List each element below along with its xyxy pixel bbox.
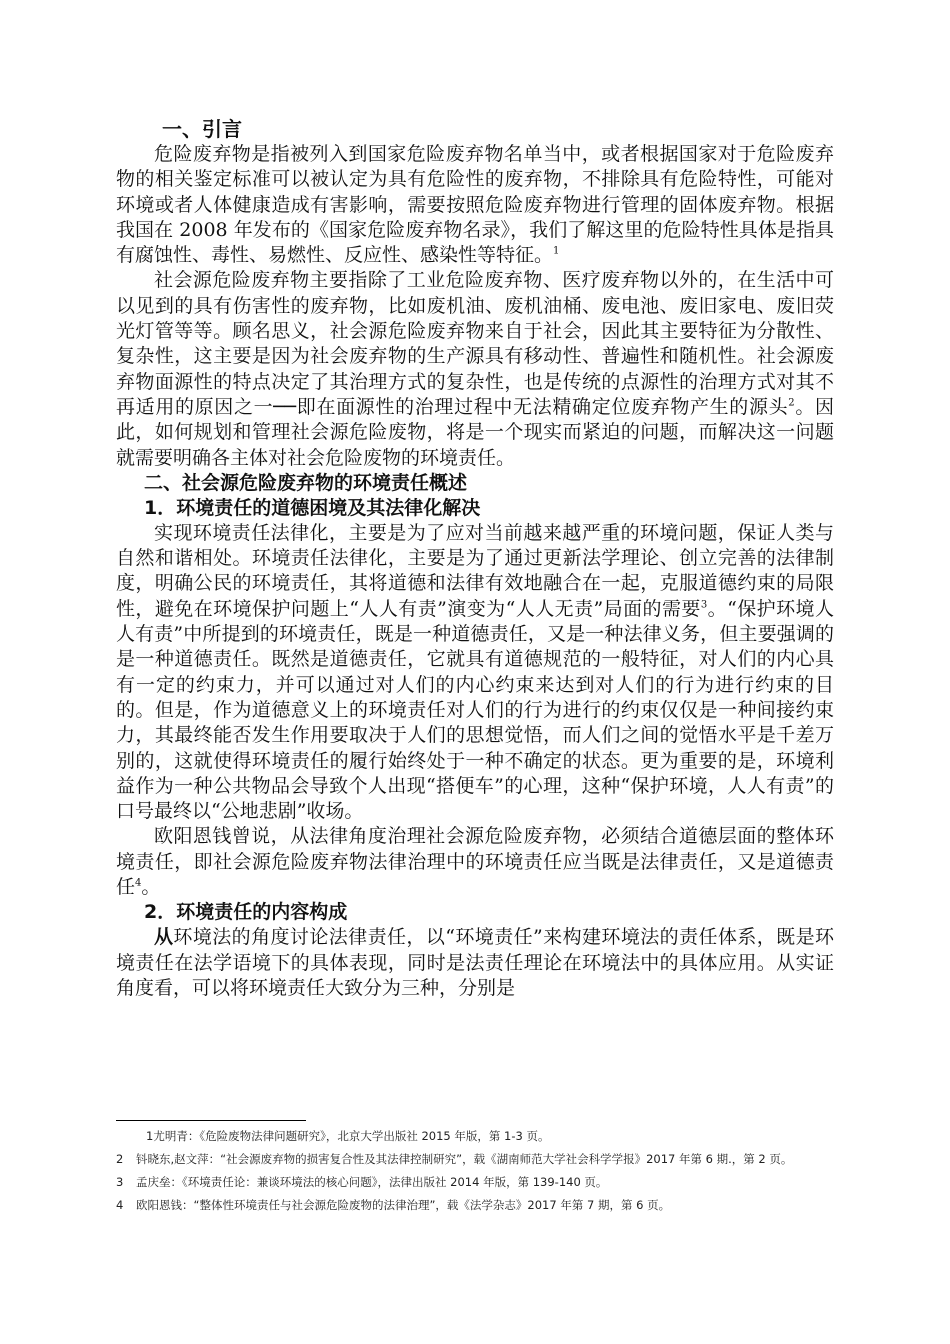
subsection-heading-content: 2．环境责任的内容构成 [144,901,348,924]
paragraph-ouyang-quote: 欧阳恩钱曾说，从法律角度治理社会源危险废弃物，必须结合道德层面的整体环境责任，即社会源危险废弃物法律治理中的环境责任应当既是法律责任，又是道德责任$^4$。 [116,825,834,899]
footnote-divider [116,1120,306,1121]
section-heading-intro: 一、引言 [162,117,242,141]
footnote-ref-1[interactable]: 1 [553,245,560,257]
footnotes [116,1128,834,1220]
footnote-ref-2[interactable]: 2 [788,397,795,409]
document-body [116,116,834,1001]
section-heading-responsibility: 二、社会源危险废弃物的环境责任概述 [144,471,468,494]
footnote-3: 3 孟庆垒：《环境责任论：兼谈环境法的核心问题》，法律出版社 2014 年版，第 139-140 页。 [116,1175,608,1189]
paragraph-legalization: 实现环境责任法律化，主要是为了应对当前越来越严重的环境问题，保证人类与自然和谐相处。环境责任法律化，主要是为了通过更新法学理论、创立完善的法律制度，明确公民的环境责任，其将道德和法律有效地融合在一起，克服道德约束的局限性，避免在环境保护问题上“人人有责”演变为“人人无责”局面的需要$^3$。“保护环境人人有责”中所提到的环境责任，既是一种道德责任，又是一种法律义务，但主要强调的是一种道德责任。既然是道德责任，它就具有道德规范的一般特征，对人们的内心具有一定的约束力，并可以通过对人们的内心约束来达到对人们的行为进行约束的目的。但是，作为道德意义上的环境责任对人们的行为进行的约束仅仅是一种间接约束力，其最终能否发生作用要取决于人们的思想觉悟，而人们之间的觉悟水平是千差万别的，这就使得环境责任的履行始终处于一种不确定的状态。更为重要的是，环境利益作为一种公共物品会导致个人出现“搭便车”的心理，这种“保护环境，人人有责”的口号最终以“公地悲剧”收场。 [116,521,834,823]
footnote-ref-4[interactable]: 4 [135,877,142,889]
paragraph-social-source-waste: 社会源危险废弃物主要指除了工业危险废弃物、医疗废弃物以外的，在生活中可以见到的具有伤害性的废弃物，比如废机油、废机油桶、废电池、废旧家电、废旧荧光灯管等等。顾名思义，社会源危险废弃物来自于社会，因此其主要特征为分散性、复杂性，这主要是因为社会废弃物的生产源具有移动性、普遍性和随机性。社会源废弃物面源性的特点决定了其治理方式的复杂性，也是传统的点源性的治理方式对其不再适用的原因之一──即在面源性的治理过程中无法精确定位废弃物产生的源头$^2$。因此，如何规划和管理社会源危险废物，将是一个现实而紧迫的问题，而解决这一问题就需要明确各主体对社会危险废物的环境责任。 [116,269,834,469]
footnote-4: 4 欧阳恩钱：“整体性环境责任与社会源危险废物的法律治理”，载《法学杂志》2017 年第 7 期，第 6 页。 [116,1198,671,1212]
footnote-ref-3[interactable]: 3 [700,599,708,611]
subsection-heading-moral-dilemma: 1．环境责任的道德困境及其法律化解决 [144,496,481,519]
paragraph-environmental-law: 从环境法的角度讨论法律责任，以“环境责任”来构建环境法的责任体系，既是环境责任在法学语境下的具体表现，同时是法责任理论在环境法中的具体应用。从实证角度看，可以将环境责任大致分为三种，分别是 [116,926,834,999]
footnote-1: 1尤明青：《危险废物法律问题研究》，北京大学出版社 2015 年版，第 1-3 页。 [146,1129,550,1143]
paragraph-hazardous-waste-definition: 危险废弃物是指被列入到国家危险废弃物名单当中，或者根据国家对于危险废弃物的相关鉴定标准可以被认定为具有危险性的废弃物，不排除具有危险特性，可能对环境或者人体健康造成有害影响，需要按照危险废弃物进行管理的固体废弃物。根据我国在 2008 年发布的《国家危险废弃物名录》，我们了解这里的危险特性具体是指具有腐蚀性、毒性、易燃性、反应性、感染性等特征。$^1$ [116,143,834,267]
footnote-2: 2 钭晓东,赵文萍：“社会源废弃物的损害复合性及其法律控制研究”，载《湖南师范大学社会科学学报》2017 年第 6 期.，第 2 页。 [116,1152,793,1166]
